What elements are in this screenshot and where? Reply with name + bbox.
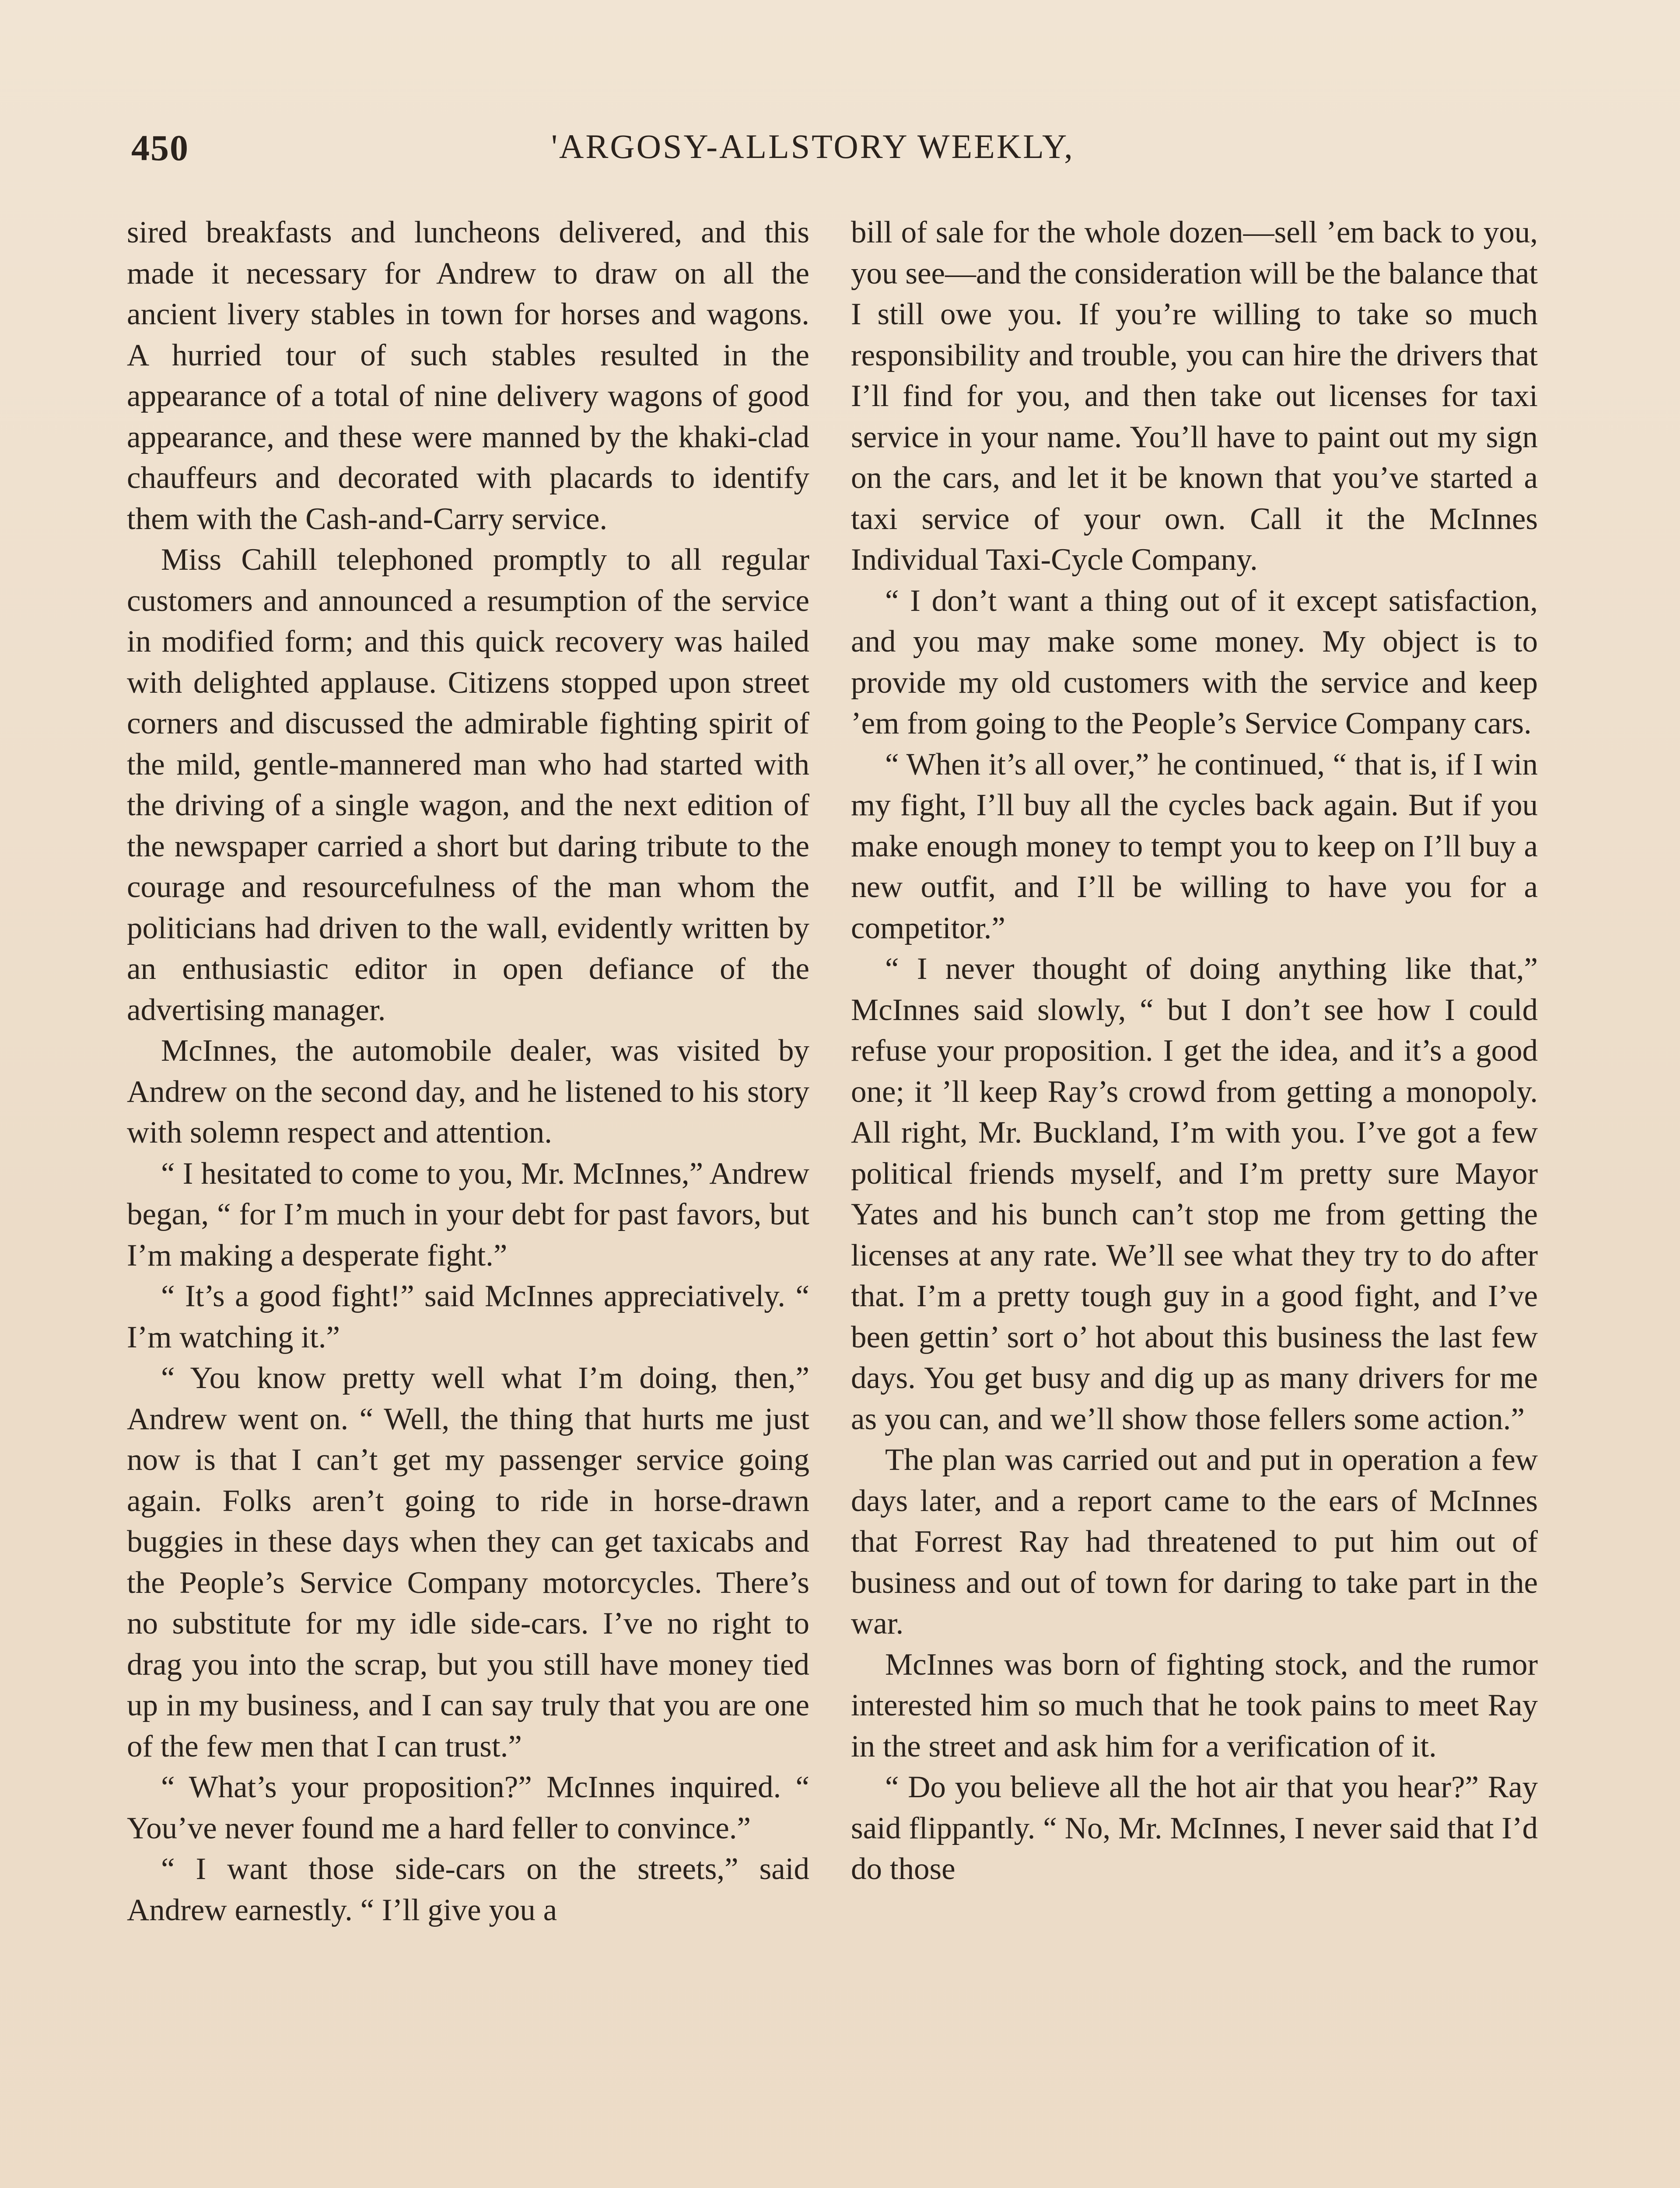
paragraph: “ I want those side-cars on the streets,” said Andrew earnestly. “ I’ll give you a: [127, 1852, 809, 1927]
right-text-column: [851, 212, 1538, 2188]
paragraph: McInnes, the automobile dealer, was visited by Andrew on the second day, and he listened to his story with solemn respect and attention.: [127, 1034, 809, 1150]
paragraph: “ Do you believe all the hot air that you hear?” Ray said flippantly. “ No, Mr. McInnes, I never said that I’d do those: [851, 1770, 1538, 1886]
paragraph: “ It’s a good fight!” said McInnes appreciatively. “ I’m watching it.”: [127, 1279, 809, 1354]
running-head: [131, 127, 1138, 188]
paragraph: Miss Cahill telephoned promptly to all regular customers and announced a resumption of the service in modified form; and this quick recovery was hailed with delighted applause. Citizens stopped upon street corners and discussed the admirable fighting spirit of the mild, gentle-mannered man who had started with the driving of a single wagon, and the next edition of the newspaper carried a short but daring tribute to the courage and resourcefulness of the man whom the politicians had driven to the wall, evidently written by an enthusiastic editor in open defiance of the advertising manager.: [127, 543, 809, 1027]
paragraph: “ I never thought of doing anything like that,” McInnes said slowly, “ but I don’t see how I could refuse your proposition. I get the idea, and it’s a good one; it ’ll keep Ray’s crowd from getting a monopoly. All right, Mr. Buckland, I’m with you. I’ve got a few political friends myself, and I’m pretty sure Mayor Yates and his bunch can’t stop me from getting the licenses at any rate. We’ll see what they try to do after that. I’m a pretty tough guy in a good fight, and I’ve been gettin’ sort o’ hot about this business the last few days. You get busy and dig up as many drivers for me as you can, and we’ll show those fellers some action.”: [851, 952, 1538, 1436]
paragraph: “ What’s your proposition?” McInnes inquired. “ You’ve never found me a hard feller to convince.”: [127, 1770, 809, 1845]
page-number: 450: [131, 128, 189, 168]
left-text-column: [127, 212, 809, 2188]
paragraph: sired breakfasts and luncheons delivered, and this made it necessary for Andrew to draw on all the ancient livery stables in town for horses and wagons. A hurried tour of such stables resulted in the appearance of a total of nine delivery wagons of good appearance, and these were manned by the khaki-clad chauffeurs and decorated with placards to identify them with the Cash-and-Carry service.: [127, 215, 809, 536]
paragraph: “ When it’s all over,” he continued, “ that is, if I win my fight, I’ll buy all the cycles back again. But if you make enough money to tempt you to keep on I’ll buy a new outfit, and I’ll be willing to have you for a competitor.”: [851, 747, 1538, 945]
paragraph: “ I hesitated to come to you, Mr. McInnes,” Andrew began, “ for I’m much in your debt for past favors, but I’m making a desperate fight.”: [127, 1156, 809, 1273]
paragraph: “ I don’t want a thing out of it except satisfaction, and you may make some money. My object is to provide my old customers with the service and keep ’em from going to the People’s Service Company cars.: [851, 583, 1538, 740]
magazine-title: 'ARGOSY-ALLSTORY WEEKLY,: [551, 127, 1074, 165]
paragraph: McInnes was born of fighting stock, and the rumor interested him so much that he took pains to meet Ray in the street and ask him for a verification of it.: [851, 1647, 1538, 1764]
paragraph: bill of sale for the whole dozen—sell ’em back to you, you see—and the consideration will be the balance that I still owe you. If you’re willing to take so much responsibility and trouble, you can hire the drivers that I’ll find for you, and then take out licenses for taxi service in your name. You’ll have to paint out my sign on the cars, and let it be known that you’ve started a taxi service of your own. Call it the McInnes Individual Taxi-Cycle Company.: [851, 215, 1538, 577]
paragraph: “ You know pretty well what I’m doing, then,” Andrew went on. “ Well, the thing that hurts me just now is that I can’t get my passenger service going again. Folks aren’t going to ride in horse-drawn buggies in these days when they can get taxicabs and the People’s Service Company motorcycles. There’s no substitute for my idle side-cars. I’ve no right to drag you into the scrap, but you still have money tied up in my business, and I can say truly that you are one of the few men that I can trust.”: [127, 1361, 809, 1764]
paragraph: The plan was carried out and put in operation a few days later, and a report came to the ears of McInnes that Forrest Ray had threatened to put him out of business and out of town for daring to take part in the war.: [851, 1443, 1538, 1641]
